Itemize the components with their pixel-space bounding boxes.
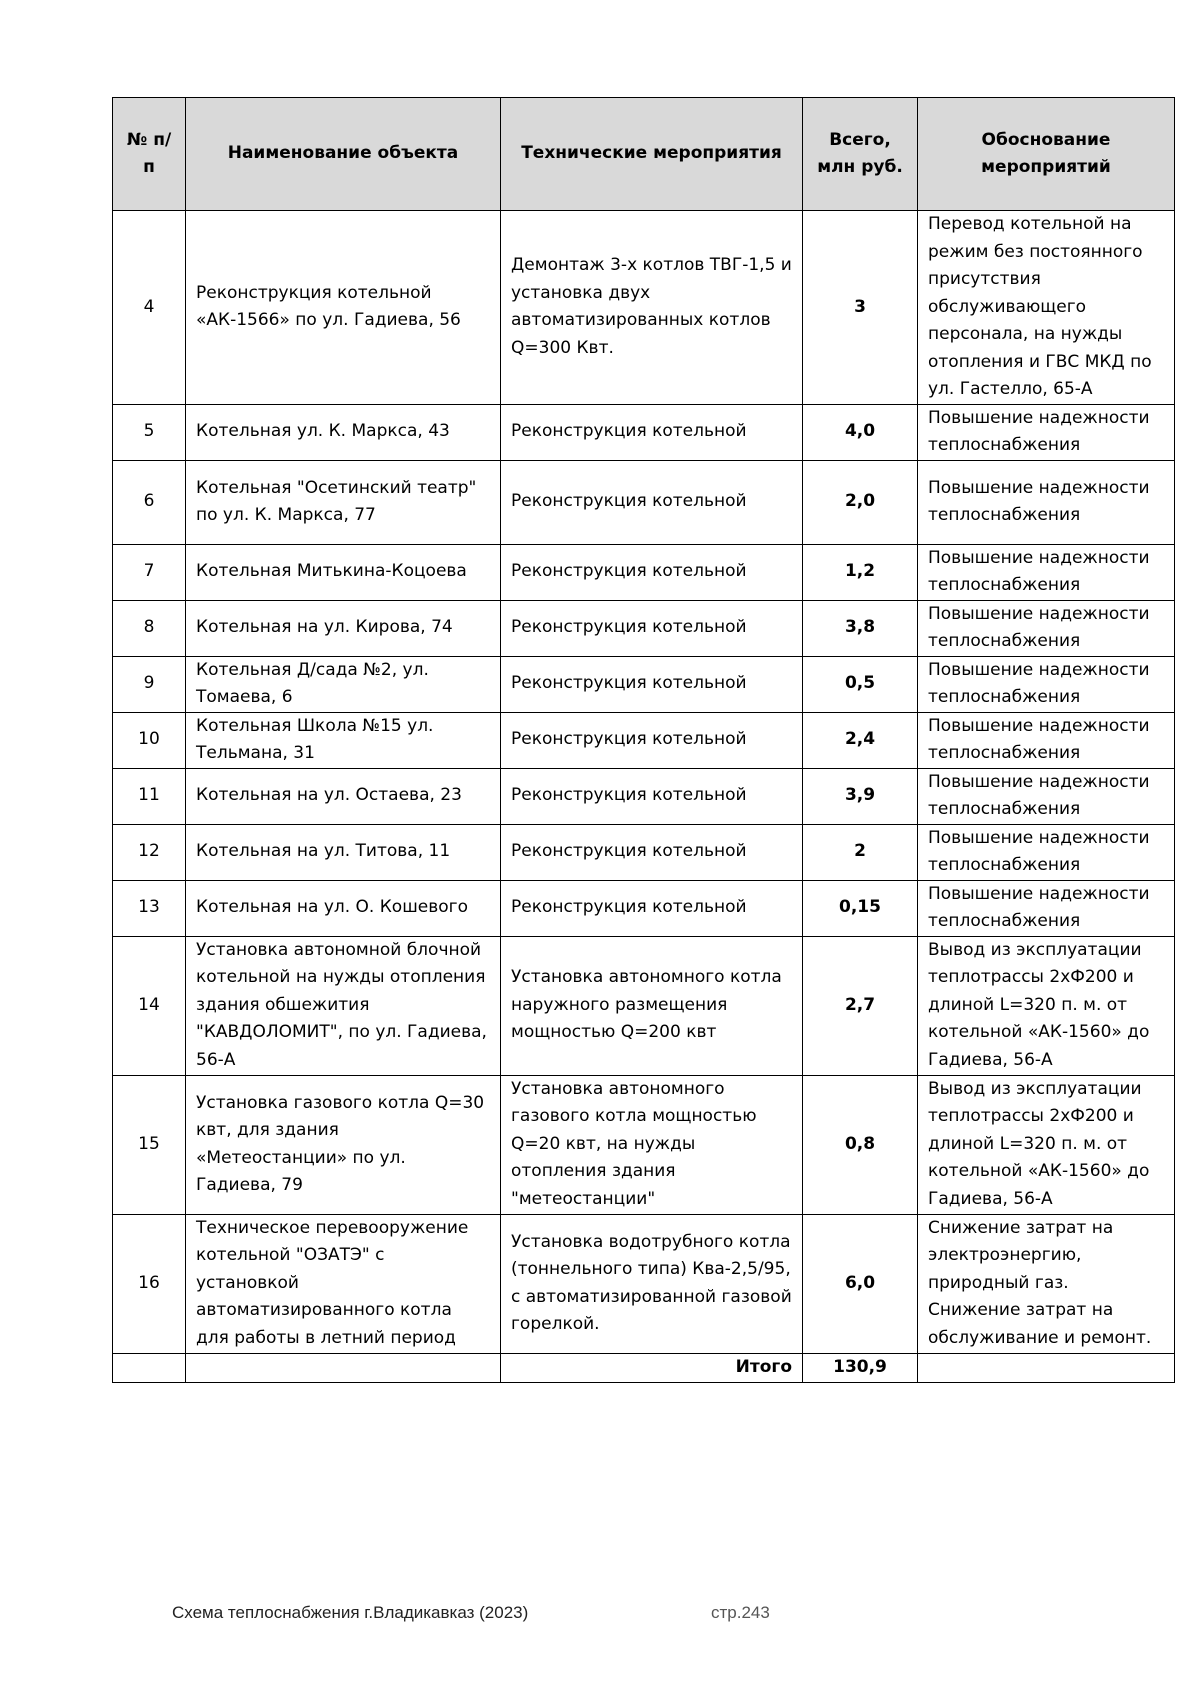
justification: Повышение надежности теплоснабжения	[918, 460, 1175, 544]
total-cost: 0,15	[803, 880, 918, 936]
object-name: Котельная на ул. Остаева, 23	[186, 768, 501, 824]
justification: Повышение надежности теплоснабжения	[918, 824, 1175, 880]
justification: Перевод котельной на режим без постоянного присутствия обслуживающего персонала, на нужды отопления и ГВС МКД по ул. Гастелло, 65-А	[918, 211, 1175, 405]
table-row	[113, 1214, 1175, 1353]
justification: Повышение надежности теплоснабжения	[918, 600, 1175, 656]
object-name: Техническое перевооружение котельной "ОЗАТЭ" с установкой автоматизированного котла для работы в летний период	[186, 1214, 501, 1353]
total-cost: 0,5	[803, 656, 918, 712]
row-number: 15	[113, 1075, 186, 1214]
table-row	[113, 544, 1175, 600]
technical-measures: Реконструкция котельной	[501, 600, 803, 656]
total-cost: 3,9	[803, 768, 918, 824]
row-number: 6	[113, 460, 186, 544]
total-cost: 2,7	[803, 936, 918, 1075]
object-name: Котельная Д/сада №2, ул. Томаева, 6	[186, 656, 501, 712]
total-row	[113, 1353, 1175, 1382]
technical-measures: Реконструкция котельной	[501, 880, 803, 936]
justification: Снижение затрат на электроэнергию, природный газ. Снижение затрат на обслуживание и ремонт.	[918, 1214, 1175, 1353]
total-cost: 4,0	[803, 404, 918, 460]
total-cost: 1,2	[803, 544, 918, 600]
row-number: 13	[113, 880, 186, 936]
row-number: 11	[113, 768, 186, 824]
total-cost: 6,0	[803, 1214, 918, 1353]
object-name: Котельная Школа №15 ул. Тельмана, 31	[186, 712, 501, 768]
object-name: Установка автономной блочной котельной на нужды отопления здания обшежития "КАВДОЛОМИТ", по ул. Гадиева, 56-А	[186, 936, 501, 1075]
row-number: 14	[113, 936, 186, 1075]
justification: Повышение надежности теплоснабжения	[918, 656, 1175, 712]
table-row	[113, 211, 1175, 405]
technical-measures: Установка автономного газового котла мощностью Q=20 квт, на нужды отопления здания "метеостанции"	[501, 1075, 803, 1214]
object-name: Котельная Митькина-Коцоева	[186, 544, 501, 600]
total-cost: 3	[803, 211, 918, 405]
table-row	[113, 824, 1175, 880]
measures-table	[112, 97, 1175, 1383]
row-number: 9	[113, 656, 186, 712]
total-cost: 0,8	[803, 1075, 918, 1214]
justification: Повышение надежности теплоснабжения	[918, 544, 1175, 600]
justification: Вывод из эксплуатации теплотрассы 2хФ200 и длиной L=320 п. м. от котельной «АК-1560» до Гадиева, 56-А	[918, 936, 1175, 1075]
technical-measures: Реконструкция котельной	[501, 404, 803, 460]
object-name: Котельная на ул. Кирова, 74	[186, 600, 501, 656]
justification: Вывод из эксплуатации теплотрассы 2хФ200 и длиной L=320 п. м. от котельной «АК-1560» до Гадиева, 56-А	[918, 1075, 1175, 1214]
total-empty-num	[113, 1353, 186, 1382]
object-name: Котельная на ул. О. Кошевого	[186, 880, 501, 936]
object-name: Котельная ул. К. Маркса, 43	[186, 404, 501, 460]
technical-measures: Реконструкция котельной	[501, 824, 803, 880]
justification: Повышение надежности теплоснабжения	[918, 768, 1175, 824]
total-cost: 2,4	[803, 712, 918, 768]
total-empty-reason	[918, 1353, 1175, 1382]
row-number: 8	[113, 600, 186, 656]
table-row	[113, 1075, 1175, 1214]
table-row	[113, 712, 1175, 768]
object-name: Реконструкция котельной «АК-1566» по ул. Гадиева, 56	[186, 211, 501, 405]
total-cost: 2	[803, 824, 918, 880]
header-total: Всего, млн руб.	[803, 98, 918, 211]
table-row	[113, 880, 1175, 936]
object-name: Котельная на ул. Титова, 11	[186, 824, 501, 880]
technical-measures: Установка водотрубного котла (тоннельного типа) Ква-2,5/95, с автоматизированной газовой горелкой.	[501, 1214, 803, 1353]
total-cost: 3,8	[803, 600, 918, 656]
technical-measures: Реконструкция котельной	[501, 656, 803, 712]
table-row	[113, 656, 1175, 712]
total-cost: 2,0	[803, 460, 918, 544]
table-row	[113, 600, 1175, 656]
object-name: Установка газового котла Q=30 квт, для здания «Метеостанции» по ул. Гадиева, 79	[186, 1075, 501, 1214]
table-row	[113, 460, 1175, 544]
row-number: 10	[113, 712, 186, 768]
object-name: Котельная "Осетинский театр" по ул. К. Маркса, 77	[186, 460, 501, 544]
table-row	[113, 404, 1175, 460]
header-row	[113, 98, 1175, 211]
footer-page-number: стр.243	[711, 1603, 770, 1622]
technical-measures: Реконструкция котельной	[501, 768, 803, 824]
row-number: 7	[113, 544, 186, 600]
technical-measures: Установка автономного котла наружного размещения мощностью Q=200 квт	[501, 936, 803, 1075]
header-measures: Технические мероприятия	[501, 98, 803, 211]
row-number: 12	[113, 824, 186, 880]
table-row	[113, 768, 1175, 824]
total-value: 130,9	[803, 1353, 918, 1382]
table-row	[113, 936, 1175, 1075]
justification: Повышение надежности теплоснабжения	[918, 404, 1175, 460]
row-number: 4	[113, 211, 186, 405]
footer-document-title: Схема теплоснабжения г.Владикавказ (2023)	[172, 1603, 529, 1622]
header-num: № п/п	[113, 98, 186, 211]
row-number: 5	[113, 404, 186, 460]
technical-measures: Реконструкция котельной	[501, 712, 803, 768]
justification: Повышение надежности теплоснабжения	[918, 880, 1175, 936]
total-label: Итого	[501, 1353, 803, 1382]
technical-measures: Реконструкция котельной	[501, 460, 803, 544]
row-number: 16	[113, 1214, 186, 1353]
technical-measures: Демонтаж 3-х котлов ТВГ-1,5 и установка двух автоматизированных котлов Q=300 Квт.	[501, 211, 803, 405]
header-reason: Обоснование мероприятий	[918, 98, 1175, 211]
header-object: Наименование объекта	[186, 98, 501, 211]
justification: Повышение надежности теплоснабжения	[918, 712, 1175, 768]
total-empty-object	[186, 1353, 501, 1382]
technical-measures: Реконструкция котельной	[501, 544, 803, 600]
